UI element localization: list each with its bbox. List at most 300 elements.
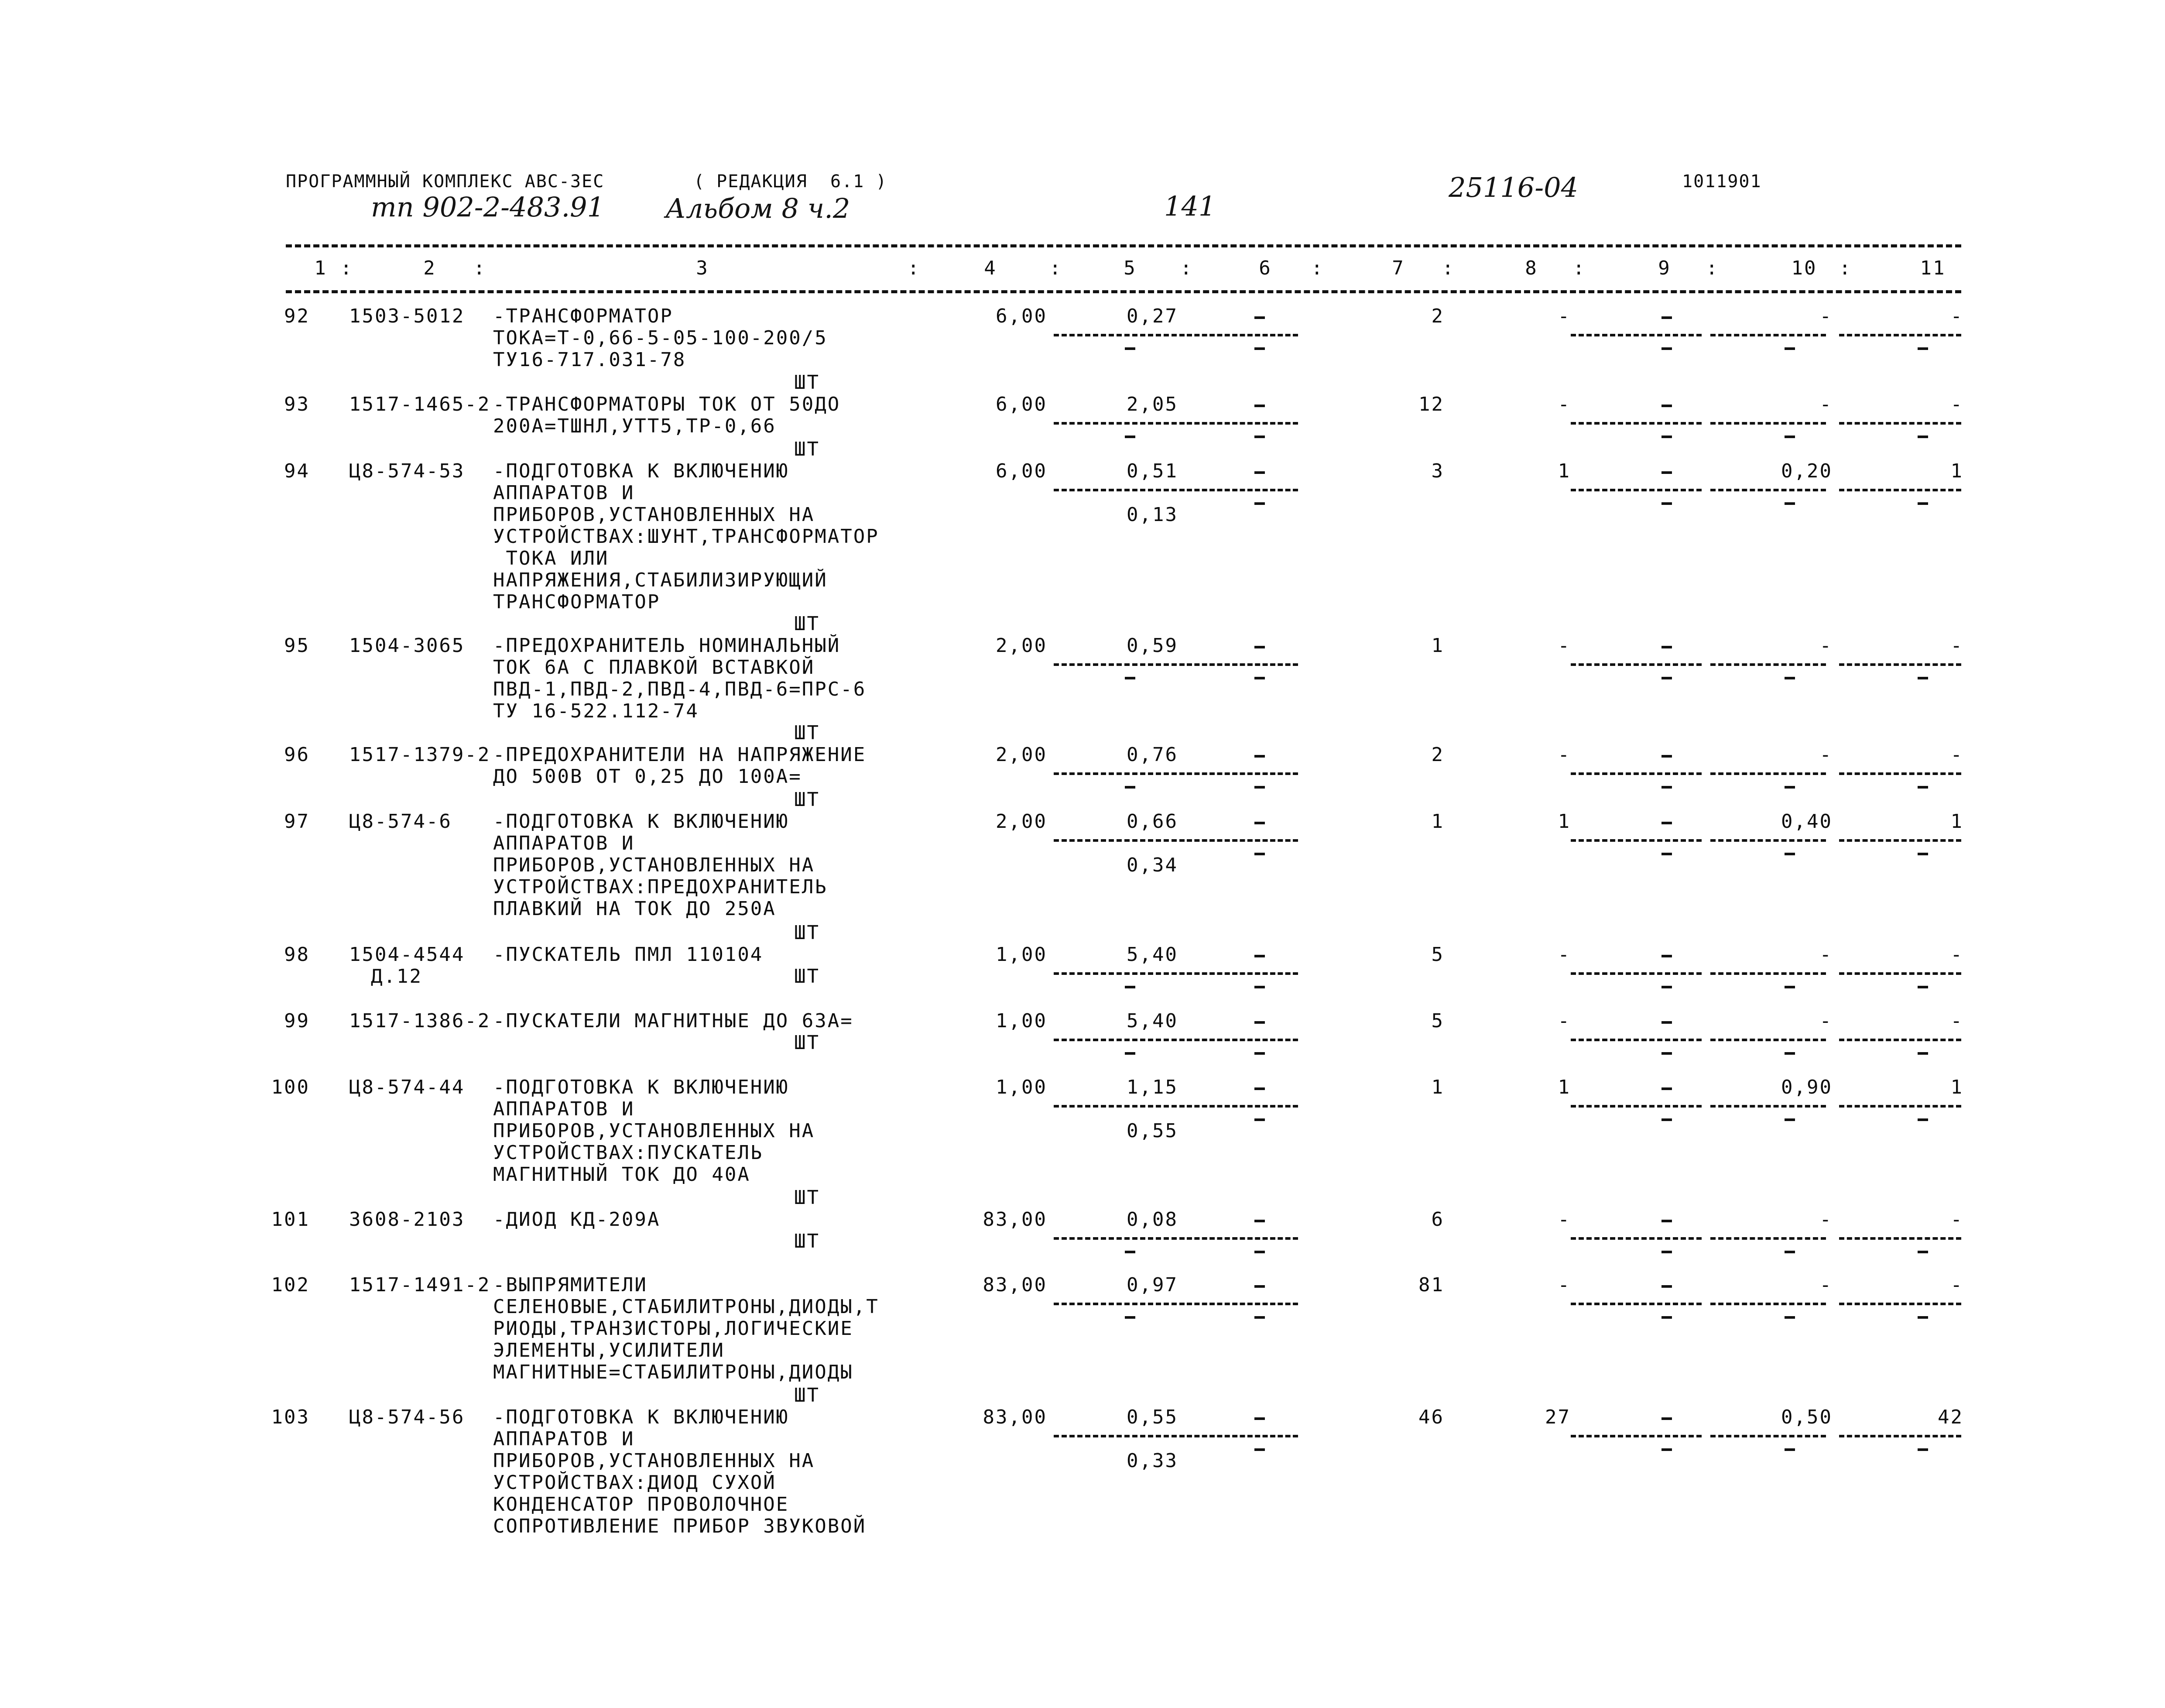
row-dash-col9 <box>1661 316 1672 319</box>
row-value-col8: - <box>1558 943 1571 966</box>
column-header-9: 9 <box>1658 257 1671 279</box>
row-value-col10: 0,20 <box>1781 460 1833 482</box>
row-description-line: -ПОДГОТОВКА К ВКЛЮЧЕНИЮ <box>493 810 789 833</box>
row-underline <box>1571 1105 1702 1108</box>
row-underline <box>1839 422 1961 425</box>
column-separator: : <box>1442 257 1455 279</box>
row-underline <box>1839 972 1961 975</box>
row-value-col7: 1 <box>1431 634 1444 657</box>
row-dash-col10-lower <box>1785 1052 1795 1055</box>
row-dash-col6-lower <box>1254 1316 1265 1319</box>
row-value-col11: 1 <box>1950 810 1963 833</box>
row-dash-col6 <box>1254 822 1265 824</box>
row-description-line: ТОКА ИЛИ <box>493 547 609 569</box>
row-description-line: АППАРАТОВ И <box>493 832 635 854</box>
row-number: 93 <box>284 393 310 415</box>
row-dash-col10-lower <box>1785 1448 1795 1451</box>
page-number: 141 <box>1164 190 1216 222</box>
column-header-1: 1 <box>314 257 327 279</box>
row-underline <box>1571 1435 1702 1437</box>
row-underline <box>1571 489 1702 491</box>
row-underline <box>1710 839 1826 842</box>
row-value-col5-lower: 0,34 <box>1127 854 1178 876</box>
row-underline <box>1187 839 1298 842</box>
row-description-line: ПРИБОРОВ,УСТАНОВЛЕННЫХ НА <box>493 854 815 876</box>
column-header-11: 11 <box>1920 257 1946 279</box>
row-dash-col6 <box>1254 405 1265 407</box>
row-value-col4: 6,00 <box>996 305 1047 327</box>
row-number: 101 <box>271 1208 310 1231</box>
row-dash-col10-lower <box>1785 986 1795 988</box>
row-description-line: -ПРЕДОХРАНИТЕЛИ НА НАПРЯЖЕНИЕ <box>493 744 867 766</box>
row-underline <box>1571 839 1702 842</box>
row-value-col10: - <box>1819 1208 1833 1231</box>
row-number: 94 <box>284 460 310 482</box>
row-value-col10: - <box>1819 634 1833 657</box>
row-dash-col11-lower <box>1918 1118 1928 1121</box>
row-description-line: ПВД-1,ПВД-2,ПВД-4,ПВД-6=ПРС-6 <box>493 678 867 700</box>
row-underline <box>1054 839 1185 842</box>
row-value-col4: 6,00 <box>996 393 1047 415</box>
row-underline <box>1839 1039 1961 1041</box>
row-value-col4: 1,00 <box>996 1010 1047 1032</box>
row-value-col5: 5,40 <box>1127 943 1178 966</box>
row-value-col11: 1 <box>1950 1076 1963 1098</box>
row-description-line: АППАРАТОВ И <box>493 482 635 504</box>
row-description-line: ТУ 16-522.112-74 <box>493 700 699 722</box>
row-unit: ШТ <box>794 1230 820 1252</box>
row-value-col5-lower: 0,55 <box>1127 1120 1178 1142</box>
row-underline <box>1187 334 1298 336</box>
row-description-line: -ПУСКАТЕЛЬ ПМЛ 110104 <box>493 943 764 966</box>
row-description-line: ПРИБОРОВ,УСТАНОВЛЕННЫХ НА <box>493 1120 815 1142</box>
row-code: Ц8-574-53 <box>349 460 465 482</box>
row-description-line: -ДИОД КД-209А <box>493 1208 661 1231</box>
row-underline <box>1710 489 1826 491</box>
row-value-col5: 0,97 <box>1127 1274 1178 1296</box>
row-number: 100 <box>271 1076 310 1098</box>
album-label: Альбом 8 ч.2 <box>665 192 850 224</box>
row-value-col7: 1 <box>1431 810 1444 833</box>
row-underline <box>1054 1435 1185 1437</box>
row-value-col5-lower <box>1125 986 1135 988</box>
row-underline <box>1710 1303 1826 1305</box>
row-underline <box>1710 1105 1826 1108</box>
column-separator: : <box>1049 257 1062 279</box>
row-underline <box>1054 489 1185 491</box>
row-underline <box>1571 1237 1702 1240</box>
row-value-col11: 1 <box>1950 460 1963 482</box>
row-value-col8: 1 <box>1558 1076 1571 1098</box>
column-separator: : <box>1180 257 1193 279</box>
row-description-line: НАПРЯЖЕНИЯ,СТАБИЛИЗИРУЮЩИЙ <box>493 569 828 591</box>
row-value-col4: 83,00 <box>983 1208 1047 1231</box>
row-value-col4: 1,00 <box>996 943 1047 966</box>
row-description-line: УСТРОЙСТВАХ:ПРЕДОХРАНИТЕЛЬ <box>493 876 828 898</box>
row-value-col7: 6 <box>1431 1208 1444 1231</box>
row-underline <box>1187 663 1298 666</box>
row-dash-col9-lower <box>1661 1316 1672 1319</box>
row-description-line: -ТРАНСФОРМАТОР <box>493 305 673 327</box>
row-underline <box>1710 1237 1826 1240</box>
column-header-3: 3 <box>696 257 709 279</box>
row-dash-col10-lower <box>1785 1251 1795 1253</box>
row-dash-col9-lower <box>1661 786 1672 789</box>
row-unit: ШТ <box>794 722 820 744</box>
row-dash-col11-lower <box>1918 436 1928 438</box>
row-code: Ц8-574-44 <box>349 1076 465 1098</box>
row-value-col11: - <box>1950 393 1963 415</box>
row-value-col8: - <box>1558 1010 1571 1032</box>
row-description-line: КОНДЕНСАТОР ПРОВОЛОЧНОЕ <box>493 1493 789 1516</box>
row-dash-col10-lower <box>1785 853 1795 855</box>
row-underline <box>1571 772 1702 775</box>
row-dash-col10-lower <box>1785 677 1795 679</box>
row-dash-col10-lower <box>1785 502 1795 505</box>
row-number: 98 <box>284 943 310 966</box>
column-separator: : <box>1311 257 1324 279</box>
row-value-col4: 2,00 <box>996 744 1047 766</box>
row-value-col8: 1 <box>1558 460 1571 482</box>
row-dash-col9-lower <box>1661 853 1672 855</box>
row-code: Ц8-574-56 <box>349 1406 465 1428</box>
row-dash-col6-lower <box>1254 677 1265 679</box>
row-underline <box>1054 663 1185 666</box>
row-unit: ШТ <box>794 1384 820 1406</box>
row-value-col10: - <box>1819 1010 1833 1032</box>
row-value-col10: 0,50 <box>1781 1406 1833 1428</box>
row-description-line: -ТРАНСФОРМАТОРЫ ТОК ОТ 50ДО <box>493 393 841 415</box>
row-description-line: МАГНИТНЫЙ ТОК ДО 40А <box>493 1163 750 1186</box>
row-description-line: -ПОДГОТОВКА К ВКЛЮЧЕНИЮ <box>493 1076 789 1098</box>
row-value-col10: - <box>1819 943 1833 966</box>
row-value-col11: - <box>1950 305 1963 327</box>
row-value-col7: 46 <box>1418 1406 1444 1428</box>
row-dash-col6 <box>1254 646 1265 648</box>
row-value-col5-lower <box>1125 1052 1135 1055</box>
project-number: тп 902-2-483.91 <box>371 191 605 223</box>
row-value-col5: 5,40 <box>1127 1010 1178 1032</box>
row-dash-col9-lower <box>1661 677 1672 679</box>
row-dash-col11-lower <box>1918 677 1928 679</box>
row-underline <box>1710 422 1826 425</box>
column-separator: : <box>908 257 921 279</box>
column-separator: : <box>1839 257 1852 279</box>
row-underline <box>1187 422 1298 425</box>
row-value-col11: - <box>1950 744 1963 766</box>
column-separator: : <box>1706 257 1719 279</box>
row-dash-col6-lower <box>1254 436 1265 438</box>
row-underline <box>1839 1303 1961 1305</box>
row-underline <box>1187 1105 1298 1108</box>
row-dash-col6-lower <box>1254 1251 1265 1253</box>
row-value-col5-lower <box>1125 786 1135 789</box>
row-underline <box>1839 1105 1961 1108</box>
row-value-col5-lower: 0,33 <box>1127 1450 1178 1472</box>
row-number: 99 <box>284 1010 310 1032</box>
header-rule-top <box>286 244 1961 247</box>
row-description-line: УСТРОЙСТВАХ:ПУСКАТЕЛЬ <box>493 1142 764 1164</box>
column-header-5: 5 <box>1124 257 1137 279</box>
row-dash-col6-lower <box>1254 1052 1265 1055</box>
row-unit: ШТ <box>794 438 820 460</box>
row-description-line: ПРИБОРОВ,УСТАНОВЛЕННЫХ НА <box>493 1450 815 1472</box>
row-number: 92 <box>284 305 310 327</box>
row-dash-col6-lower <box>1254 786 1265 789</box>
row-underline <box>1187 772 1298 775</box>
row-value-col11: 42 <box>1938 1406 1963 1428</box>
row-dash-col10-lower <box>1785 1118 1795 1121</box>
row-dash-col11-lower <box>1918 1316 1928 1319</box>
column-separator: : <box>1573 257 1586 279</box>
row-dash-col6 <box>1254 1285 1265 1288</box>
row-description-line: -ВЫПРЯМИТЕЛИ <box>493 1274 647 1296</box>
row-dash-col10-lower <box>1785 786 1795 789</box>
row-value-col5: 0,66 <box>1127 810 1178 833</box>
row-value-col11: - <box>1950 634 1963 657</box>
row-value-col7: 3 <box>1431 460 1444 482</box>
row-dash-col9 <box>1661 1087 1672 1090</box>
row-code: 1504-3065 <box>349 634 465 657</box>
row-unit: ШТ <box>794 922 820 944</box>
row-underline <box>1710 972 1826 975</box>
row-dash-col6-lower <box>1254 853 1265 855</box>
column-separator: : <box>340 257 353 279</box>
row-underline <box>1187 489 1298 491</box>
row-description-line: РИОДЫ,ТРАНЗИСТОРЫ,ЛОГИЧЕСКИЕ <box>493 1317 853 1340</box>
row-value-col4: 1,00 <box>996 1076 1047 1098</box>
row-description-line: -ПОДГОТОВКА К ВКЛЮЧЕНИЮ <box>493 460 789 482</box>
row-code: Ц8-574-6 <box>349 810 452 833</box>
column-separator: : <box>473 257 486 279</box>
row-unit: ШТ <box>794 789 820 811</box>
row-code: 1517-1379-2 <box>349 744 491 766</box>
row-value-col5-lower <box>1125 347 1135 350</box>
row-value-col5: 0,76 <box>1127 744 1178 766</box>
row-dash-col11-lower <box>1918 986 1928 988</box>
row-value-col5: 2,05 <box>1127 393 1178 415</box>
row-value-col5: 1,15 <box>1127 1076 1178 1098</box>
row-value-col5-lower <box>1125 1251 1135 1253</box>
edition-label: ( РЕДАКЦИЯ 6.1 ) <box>694 171 887 192</box>
row-value-col5: 0,08 <box>1127 1208 1178 1231</box>
row-dash-col10-lower <box>1785 347 1795 350</box>
row-underline <box>1839 1435 1961 1437</box>
row-dash-col6 <box>1254 955 1265 957</box>
row-description-line: ТРАНСФОРМАТОР <box>493 591 661 613</box>
row-dash-col6-lower <box>1254 1118 1265 1121</box>
row-value-col5-lower <box>1125 1316 1135 1319</box>
row-description-line: СОПРОТИВЛЕНИЕ ПРИБОР ЗВУКОВОЙ <box>493 1515 867 1537</box>
row-underline <box>1054 1105 1185 1108</box>
row-value-col8: - <box>1558 634 1571 657</box>
row-dash-col6 <box>1254 755 1265 758</box>
row-dash-col11-lower <box>1918 1052 1928 1055</box>
row-underline <box>1187 1435 1298 1437</box>
row-dash-col9-lower <box>1661 347 1672 350</box>
row-value-col5-lower: 0,13 <box>1127 504 1178 526</box>
row-value-col10: 0,40 <box>1781 810 1833 833</box>
row-value-col8: 1 <box>1558 810 1571 833</box>
row-value-col7: 2 <box>1431 744 1444 766</box>
header-rule-bottom <box>286 290 1961 293</box>
row-underline <box>1710 1435 1826 1437</box>
row-number: 103 <box>271 1406 310 1428</box>
row-description-line: ТУ16-717.031-78 <box>493 349 686 371</box>
row-value-col11: - <box>1950 943 1963 966</box>
row-underline <box>1571 972 1702 975</box>
column-header-4: 4 <box>984 257 997 279</box>
row-unit: ШТ <box>794 1032 820 1054</box>
row-underline <box>1054 1303 1185 1305</box>
row-dash-col6-lower <box>1254 1448 1265 1451</box>
row-underline <box>1571 334 1702 336</box>
program-title: ПРОГРАММНЫЙ КОМПЛЕКС АВС-3ЕС <box>286 171 605 192</box>
row-description-line: СЕЛЕНОВЫЕ,СТАБИЛИТРОНЫ,ДИОДЫ,Т <box>493 1296 879 1318</box>
row-description-line: МАГНИТНЫЕ=СТАБИЛИТРОНЫ,ДИОДЫ <box>493 1361 853 1383</box>
row-description-line: УСТРОЙСТВАХ:ШУНТ,ТРАНСФОРМАТОР <box>493 525 879 548</box>
row-value-col8: - <box>1558 305 1571 327</box>
row-description-line: ДО 500В ОТ 0,25 ДО 100А= <box>493 765 802 788</box>
row-number: 96 <box>284 744 310 766</box>
row-code: 1503-5012 <box>349 305 465 327</box>
row-value-col11: - <box>1950 1208 1963 1231</box>
row-underline <box>1839 772 1961 775</box>
row-value-col10: - <box>1819 393 1833 415</box>
row-unit: ШТ <box>794 1187 820 1209</box>
row-underline <box>1571 663 1702 666</box>
row-description-line: ТОК 6А С ПЛАВКОЙ ВСТАВКОЙ <box>493 656 815 679</box>
row-dash-col9-lower <box>1661 986 1672 988</box>
row-dash-col6 <box>1254 316 1265 319</box>
row-dash-col6-lower <box>1254 502 1265 505</box>
row-underline <box>1054 1237 1185 1240</box>
row-value-col7: 1 <box>1431 1076 1444 1098</box>
row-dash-col6 <box>1254 471 1265 474</box>
row-value-col4: 2,00 <box>996 810 1047 833</box>
row-underline <box>1710 772 1826 775</box>
row-underline <box>1187 1039 1298 1041</box>
row-dash-col9-lower <box>1661 436 1672 438</box>
row-value-col7: 2 <box>1431 305 1444 327</box>
row-underline <box>1187 1303 1298 1305</box>
row-underline <box>1839 663 1961 666</box>
row-dash-col10-lower <box>1785 436 1795 438</box>
row-underline <box>1187 1237 1298 1240</box>
row-dash-col6-lower <box>1254 347 1265 350</box>
row-dash-col6 <box>1254 1021 1265 1024</box>
row-underline <box>1571 1303 1702 1305</box>
row-code: 1517-1386-2 <box>349 1010 491 1032</box>
row-description-line: УСТРОЙСТВАХ:ДИОД СУХОЙ <box>493 1471 776 1494</box>
row-description-line: ПРИБОРОВ,УСТАНОВЛЕННЫХ НА <box>493 504 815 526</box>
row-underline <box>1710 663 1826 666</box>
row-dash-col6 <box>1254 1087 1265 1090</box>
row-code: 1517-1465-2 <box>349 393 491 415</box>
row-underline <box>1839 839 1961 842</box>
row-underline <box>1839 1237 1961 1240</box>
column-header-6: 6 <box>1259 257 1272 279</box>
row-code: 1517-1491-2 <box>349 1274 491 1296</box>
row-underline <box>1710 1039 1826 1041</box>
row-value-col5-lower <box>1125 436 1135 438</box>
row-value-col8: - <box>1558 1208 1571 1231</box>
row-dash-col9 <box>1661 1021 1672 1024</box>
row-dash-col9 <box>1661 755 1672 758</box>
row-value-col8: - <box>1558 1274 1571 1296</box>
row-description-line: ТОКА=Т-0,66-5-05-100-200/5 <box>493 327 828 349</box>
row-dash-col6 <box>1254 1220 1265 1222</box>
row-value-col4: 2,00 <box>996 634 1047 657</box>
row-description-line: ЭЛЕМЕНТЫ,УСИЛИТЕЛИ <box>493 1339 725 1362</box>
row-underline <box>1054 772 1185 775</box>
row-value-col8: 27 <box>1545 1406 1571 1428</box>
row-dash-col10-lower <box>1785 1316 1795 1319</box>
row-number: 97 <box>284 810 310 833</box>
column-header-2: 2 <box>423 257 436 279</box>
row-underline <box>1054 334 1185 336</box>
row-dash-col11-lower <box>1918 347 1928 350</box>
row-dash-col9 <box>1661 955 1672 957</box>
row-underline <box>1571 1039 1702 1041</box>
row-value-col4: 6,00 <box>996 460 1047 482</box>
row-value-col5-lower <box>1125 677 1135 679</box>
row-value-col10: - <box>1819 305 1833 327</box>
row-dash-col9-lower <box>1661 1251 1672 1253</box>
row-value-col8: - <box>1558 393 1571 415</box>
row-dash-col9 <box>1661 405 1672 407</box>
row-description-line: АППАРАТОВ И <box>493 1098 635 1120</box>
row-dash-col11-lower <box>1918 1448 1928 1451</box>
row-value-col7: 81 <box>1418 1274 1444 1296</box>
row-underline <box>1054 1039 1185 1041</box>
row-dash-col9-lower <box>1661 1052 1672 1055</box>
row-underline <box>1054 972 1185 975</box>
row-dash-col6-lower <box>1254 986 1265 988</box>
row-dash-col9 <box>1661 1417 1672 1420</box>
row-value-col11: - <box>1950 1010 1963 1032</box>
row-value-col10: - <box>1819 744 1833 766</box>
row-description-line: ПЛАВКИЙ НА ТОК ДО 250А <box>493 898 776 920</box>
row-description-line: -ПОДГОТОВКА К ВКЛЮЧЕНИЮ <box>493 1406 789 1428</box>
row-unit: ШТ <box>794 613 820 635</box>
row-dash-col9-lower <box>1661 502 1672 505</box>
row-code: 1504-4544 <box>349 943 465 966</box>
row-dash-col11-lower <box>1918 1251 1928 1253</box>
row-dash-col6 <box>1254 1417 1265 1420</box>
row-description-line: -ПУСКАТЕЛИ МАГНИТНЫЕ ДО 63А= <box>493 1010 853 1032</box>
row-value-col10: - <box>1819 1274 1833 1296</box>
row-underline <box>1054 422 1185 425</box>
column-header-10: 10 <box>1791 257 1817 279</box>
row-underline <box>1571 422 1702 425</box>
column-header-8: 8 <box>1525 257 1538 279</box>
row-value-col11: - <box>1950 1274 1963 1296</box>
row-unit: ШТ <box>794 371 820 394</box>
row-value-col10: 0,90 <box>1781 1076 1833 1098</box>
row-number: 102 <box>271 1274 310 1296</box>
row-underline <box>1839 489 1961 491</box>
row-value-col5: 0,55 <box>1127 1406 1178 1428</box>
code-number: 1011901 <box>1682 171 1762 192</box>
row-code-suffix: Д.12 <box>371 965 422 988</box>
row-value-col4: 83,00 <box>983 1406 1047 1428</box>
row-value-col7: 5 <box>1431 1010 1444 1032</box>
row-value-col8: - <box>1558 744 1571 766</box>
row-dash-col9-lower <box>1661 1118 1672 1121</box>
row-dash-col9 <box>1661 822 1672 824</box>
row-dash-col9 <box>1661 646 1672 648</box>
